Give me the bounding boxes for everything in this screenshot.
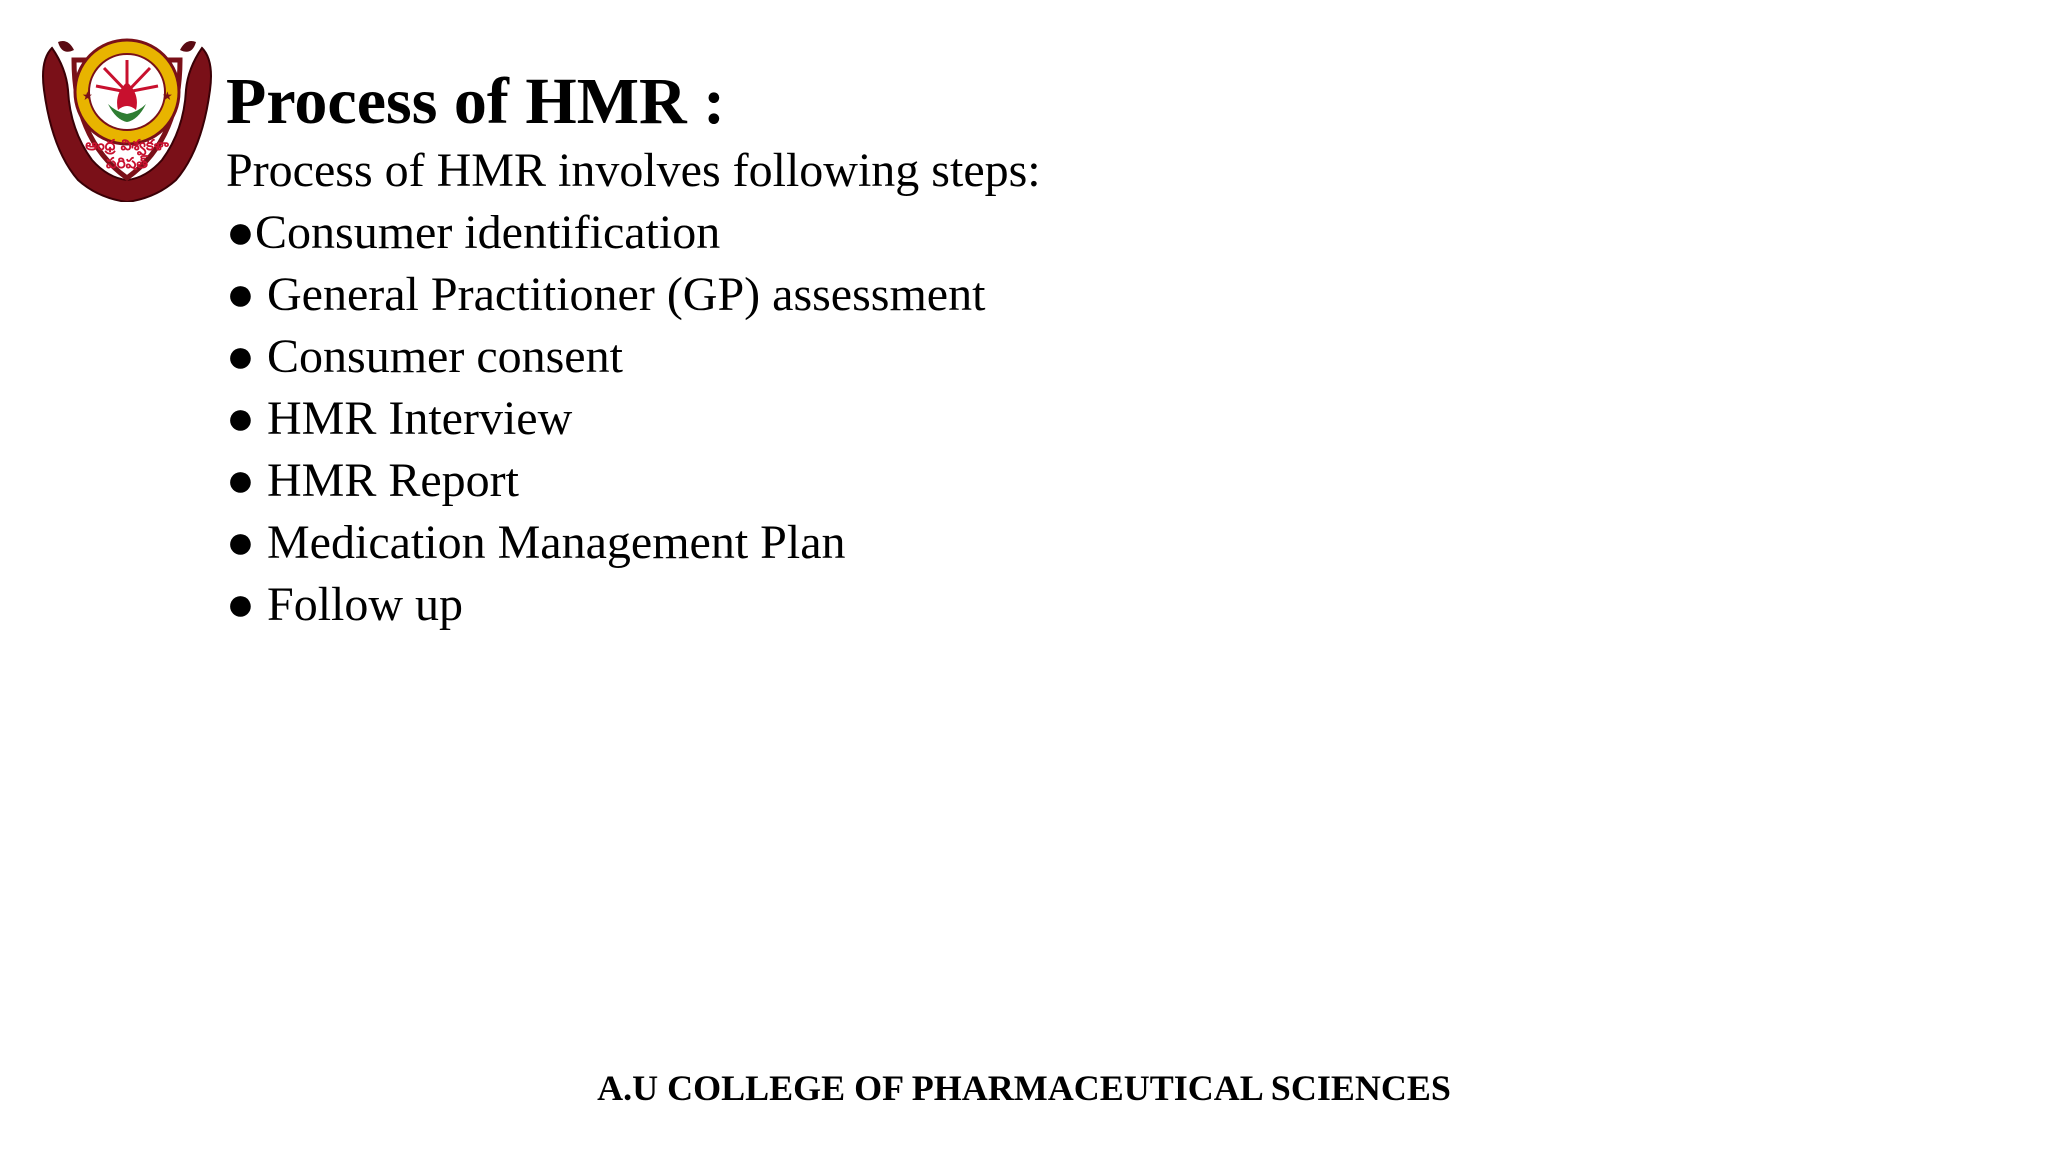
step-item: ● General Practitioner (GP) assessment (226, 268, 986, 321)
step-item: ● Consumer consent (226, 330, 623, 383)
slide-title: Process of HMR : (226, 65, 726, 138)
university-logo (38, 20, 216, 202)
step-item: ● Medication Management Plan (226, 516, 846, 569)
svg-text:★: ★ (162, 89, 173, 103)
step-item: ● HMR Report (226, 454, 519, 507)
slide-intro: Process of HMR involves following steps: (226, 144, 1041, 197)
step-item: ●Consumer identification (226, 206, 721, 259)
step-item: ● Follow up (226, 578, 464, 631)
svg-text:ఆంధ్ర విశ్వకళా: ఆంధ్ర విశ్వకళా (85, 136, 169, 154)
svg-text:★: ★ (82, 89, 93, 103)
footer-institution: A.U COLLEGE OF PHARMACEUTICAL SCIENCES (597, 1068, 1451, 1108)
step-item: ● HMR Interview (226, 392, 573, 445)
steps-list (226, 202, 985, 636)
svg-text:పరిషత్: పరిషత్ (106, 154, 148, 172)
